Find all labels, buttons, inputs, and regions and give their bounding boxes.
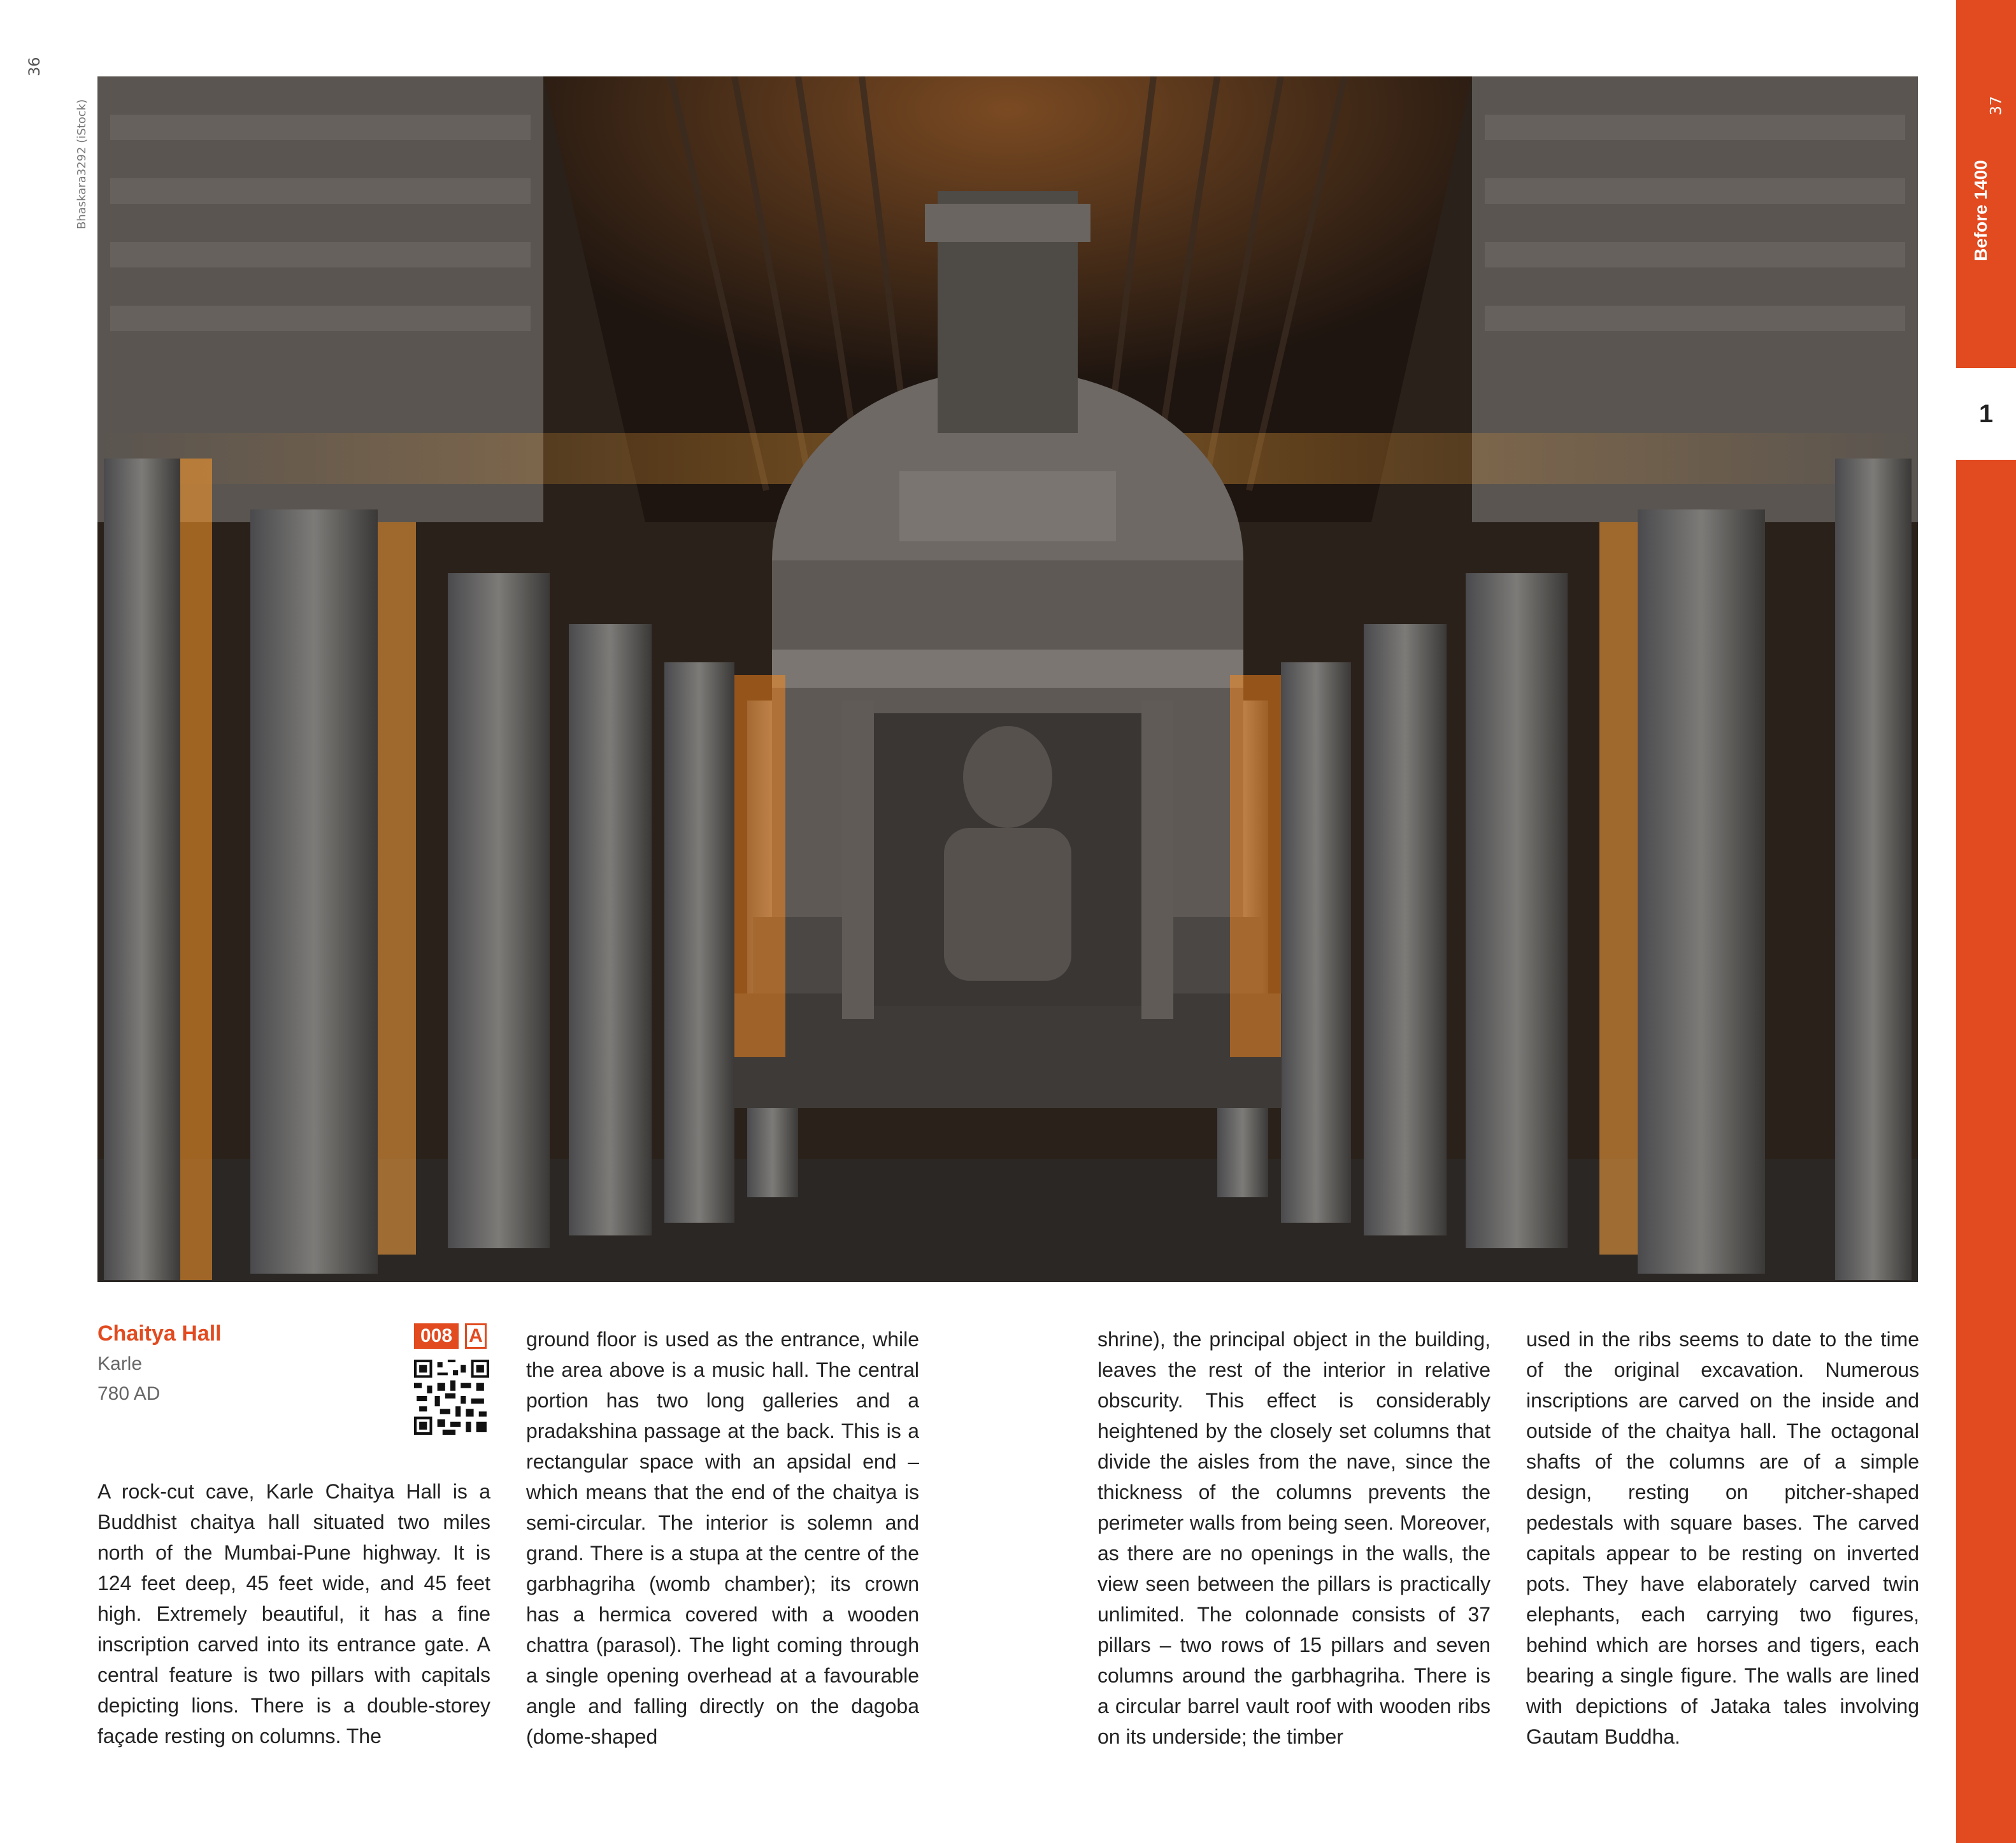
- chapter-number-tab[interactable]: 1: [1956, 368, 2016, 460]
- chapter-side-bar: [1956, 0, 2016, 1843]
- photo-credit: Bhaskara3292 (iStock): [75, 99, 89, 229]
- body-column-1: A rock-cut cave, Karle Chaitya Hall is a Buddhist chaitya hall situated two miles north of the Mumbai-Pune highway. It is 124 feet deep, 45 feet wide, and 45 feet high. Extremely beautiful, it has a fine inscription carved into its entrance gate. A central feature is two pillars with capitals depicting lions. There is a double-storey façade resting on columns. The: [97, 1480, 490, 1747]
- photo-illustration: [97, 76, 1918, 1282]
- body-column-2: ground floor is used as the entrance, while the area above is a music hall. The central portion has two long galleries and a pradakshina passage at the back. This is a rectangular space with an apsidal end – which means that the end of the chaitya is semi-circular. The interior is solemn and grand. There is a stupa at the centre of the garbhagriha (womb chamber); its crown has a hermica covered with a wooden chattra (parasol). The light coming through a single opening overhead at a favourable angle and falling directly on the dagoba (dome-shaped: [526, 1328, 919, 1748]
- cave-interior-photo: [97, 76, 1918, 1282]
- entry-title: Chaitya Hall: [97, 1321, 222, 1346]
- entry-letter-badge: A: [465, 1323, 487, 1349]
- chapter-label: Before 1400: [1971, 160, 1991, 261]
- qr-code-icon[interactable]: [414, 1360, 489, 1435]
- entry-date: 780 AD: [97, 1383, 161, 1404]
- right-page-number: 37: [1987, 96, 2005, 116]
- left-page-number: 36: [25, 57, 43, 76]
- body-column-3: shrine), the principal object in the building, leaves the rest of the interior in relative obscurity. This effect is considerably heightened by the closely set columns that divide the aisles from the nave, since the thickness of the columns prevents the perimeter walls from being seen. Moreover, as there are no openings in the walls, the view seen between the pillars is practically unlimited. The colonnade consists of 37 pillars – two rows of 15 pillars and seven columns around the garbhagriha. There is a circular barrel vault roof with wooden ribs on its underside; the timber: [1097, 1328, 1491, 1748]
- body-column-4: used in the ribs seems to date to the time of the original excavation. Numerous inscriptions are carved on the inside and outside of the chaitya hall. The octagonal shafts of the columns are of a simple design, resting on pitcher-shaped pedestals with square bases. The carved capitals appear to be resting on inverted pots. They have elaborately carved twin elephants, each carrying two figures, behind which are horses and tigers, each bearing a single figure. The walls are lined with depictions of Jataka tales involving Gautam Buddha.: [1526, 1328, 1919, 1748]
- entry-location: Karle: [97, 1353, 143, 1374]
- entry-number-badge: 008: [414, 1323, 459, 1349]
